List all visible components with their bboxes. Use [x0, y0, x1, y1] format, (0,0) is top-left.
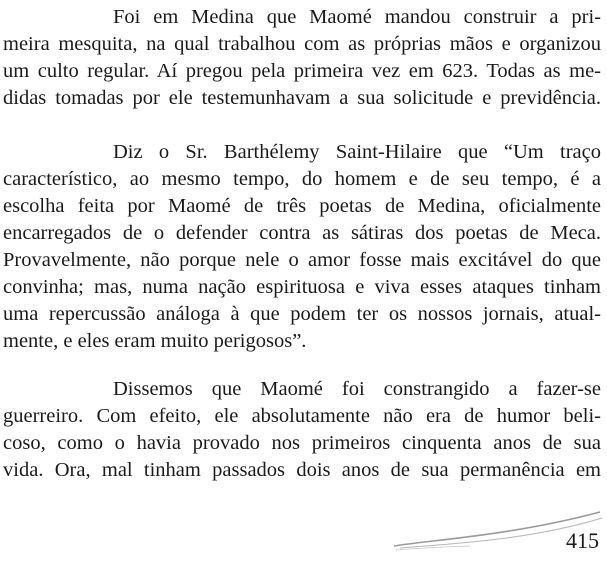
text-line: vida. Ora, mal tinham passados dois anos de sua permanência em	[3, 459, 601, 481]
text-line: Foi em Medina que Maomé mandou construir a pri-	[113, 6, 601, 28]
text-line: uma repercussão análoga à que podem ter os nossos jornais, atual-	[3, 303, 601, 325]
page-footer	[390, 510, 605, 558]
paragraph-2	[3, 139, 601, 355]
text-line: escolha feita por Maomé de três poetas de Medina, oficialmente	[3, 195, 601, 217]
text-line: Provavelmente, não porque nele o amor fosse mais excitável do que	[3, 249, 601, 271]
text-line: encarregados de o defender contra as sátiras dos poetas de Meca.	[3, 222, 601, 244]
text-line: didas tomadas por ele testemunhavam a sua solicitude e previdência.	[3, 87, 601, 109]
paragraph-1	[3, 4, 601, 112]
paragraph-3	[3, 376, 601, 484]
text-line: mente, e eles eram muito perigosos”.	[3, 330, 307, 352]
page-number: 415	[566, 528, 599, 553]
text-line: um culto regular. Aí pregou pela primeira vez em 623. Todas as me-	[3, 60, 601, 82]
text-line: Dissemos que Maomé foi constrangido a fazer-se	[113, 378, 601, 400]
text-line: guerreiro. Com efeito, ele absolutamente não era de humor beli-	[3, 405, 601, 427]
text-line: característico, ao mesmo tempo, do homem e de seu tempo, é a	[3, 168, 601, 190]
text-line: convinha; mas, numa nação espirituosa e viva esses ataques tinham	[3, 276, 601, 298]
text-line: coso, como o havia provado nos primeiros cinquenta anos de sua	[3, 432, 601, 454]
text-line: meira mesquita, na qual trabalhou com as próprias mãos e organizou	[3, 33, 601, 55]
text-line: Diz o Sr. Barthélemy Saint-Hilaire que “Um traço	[113, 141, 601, 163]
